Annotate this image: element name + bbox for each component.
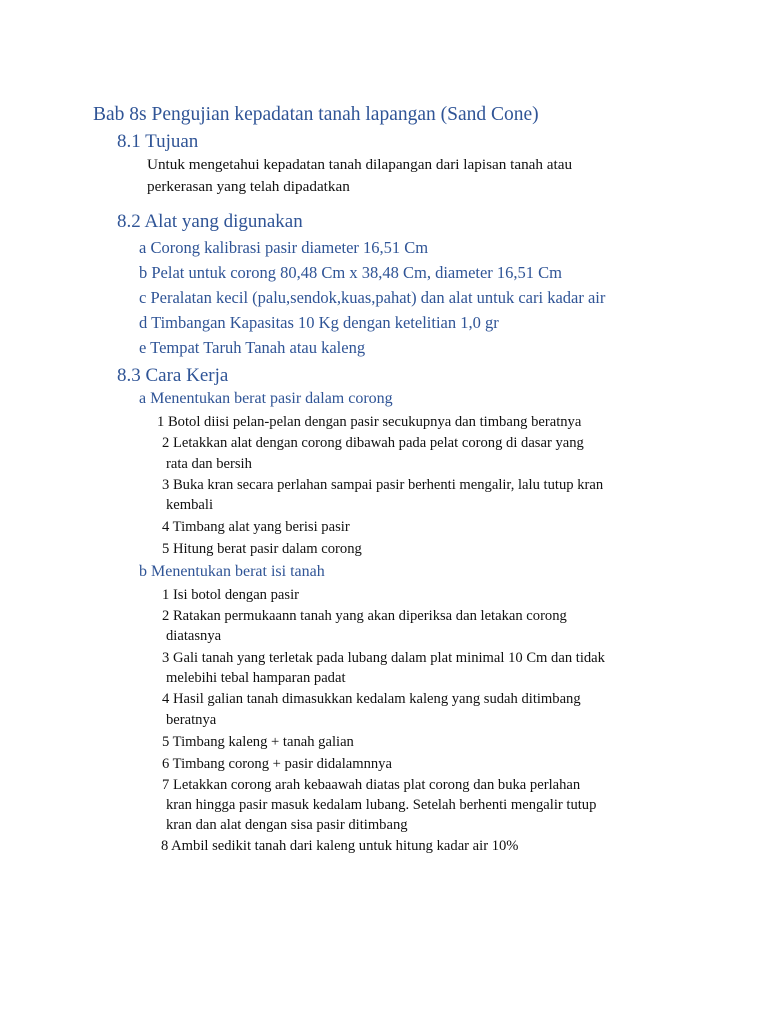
section-8-3-heading: 8.3 Cara Kerja	[117, 365, 229, 386]
part-b-line: 3 Gali tanah yang terletak pada lubang dalam plat minimal 10 Cm dan tidak	[162, 650, 605, 666]
part-b-heading: b Menentukan berat isi tanah	[139, 563, 325, 580]
part-b-line: melebihi tebal hamparan padat	[166, 670, 346, 686]
part-a-line: kembali	[166, 497, 214, 513]
part-a-line: 3 Buka kran secara perlahan sampai pasir berhenti mengalir, lalu tutup kran	[162, 477, 604, 493]
part-a-line: 2 Letakkan alat dengan corong dibawah pada pelat corong di dasar yang	[162, 435, 584, 451]
part-a-line: 5 Hitung berat pasir dalam corong	[162, 541, 362, 557]
part-a-line: rata dan bersih	[166, 456, 252, 472]
section-8-2-heading: 8.2 Alat yang digunakan	[117, 211, 303, 232]
part-b-line: 1 Isi botol dengan pasir	[162, 587, 299, 603]
document-title: Bab 8s Pengujian kepadatan tanah lapangan (Sand Cone)	[93, 104, 539, 125]
section-8-1-line: perkerasan yang telah dipadatkan	[147, 178, 350, 195]
tool-item: a Corong kalibrasi pasir diameter 16,51 Cm	[139, 238, 429, 257]
part-b-line: 6 Timbang corong + pasir didalamnnya	[162, 756, 392, 772]
tool-item: c Peralatan kecil (palu,sendok,kuas,pahat) dan alat untuk cari kadar air	[139, 288, 606, 307]
part-b-line: kran dan alat dengan sisa pasir ditimbang	[166, 817, 408, 833]
section-8-1-line: Untuk mengetahui kepadatan tanah dilapangan dari lapisan tanah atau	[147, 156, 573, 173]
part-b-line: kran hingga pasir masuk kedalam lubang. Setelah berhenti mengalir tutup	[166, 797, 597, 813]
part-a-line: 4 Timbang alat yang berisi pasir	[162, 519, 350, 535]
part-b-line: diatasnya	[166, 628, 222, 644]
tool-item: b Pelat untuk corong 80,48 Cm x 38,48 Cm, diameter 16,51 Cm	[139, 263, 563, 282]
part-b-line: 8 Ambil sedikit tanah dari kaleng untuk hitung kadar air 10%	[161, 838, 519, 854]
part-b-line: 2 Ratakan permukaann tanah yang akan diperiksa dan letakan corong	[162, 608, 567, 624]
part-b-line: 5 Timbang kaleng + tanah galian	[162, 734, 354, 750]
section-8-1-heading: 8.1 Tujuan	[117, 131, 199, 152]
part-b-line: 7 Letakkan corong arah kebaawah diatas plat corong dan buka perlahan	[162, 777, 581, 793]
tool-item: e Tempat Taruh Tanah atau kaleng	[139, 338, 366, 357]
part-b-line: 4 Hasil galian tanah dimasukkan kedalam kaleng yang sudah ditimbang	[162, 691, 581, 707]
part-b-line: beratnya	[166, 712, 217, 728]
part-a-heading: a Menentukan berat pasir dalam corong	[139, 390, 393, 407]
tool-item: d Timbangan Kapasitas 10 Kg dengan ketelitian 1,0 gr	[139, 313, 499, 332]
part-a-line: 1 Botol diisi pelan-pelan dengan pasir secukupnya dan timbang beratnya	[157, 414, 582, 430]
